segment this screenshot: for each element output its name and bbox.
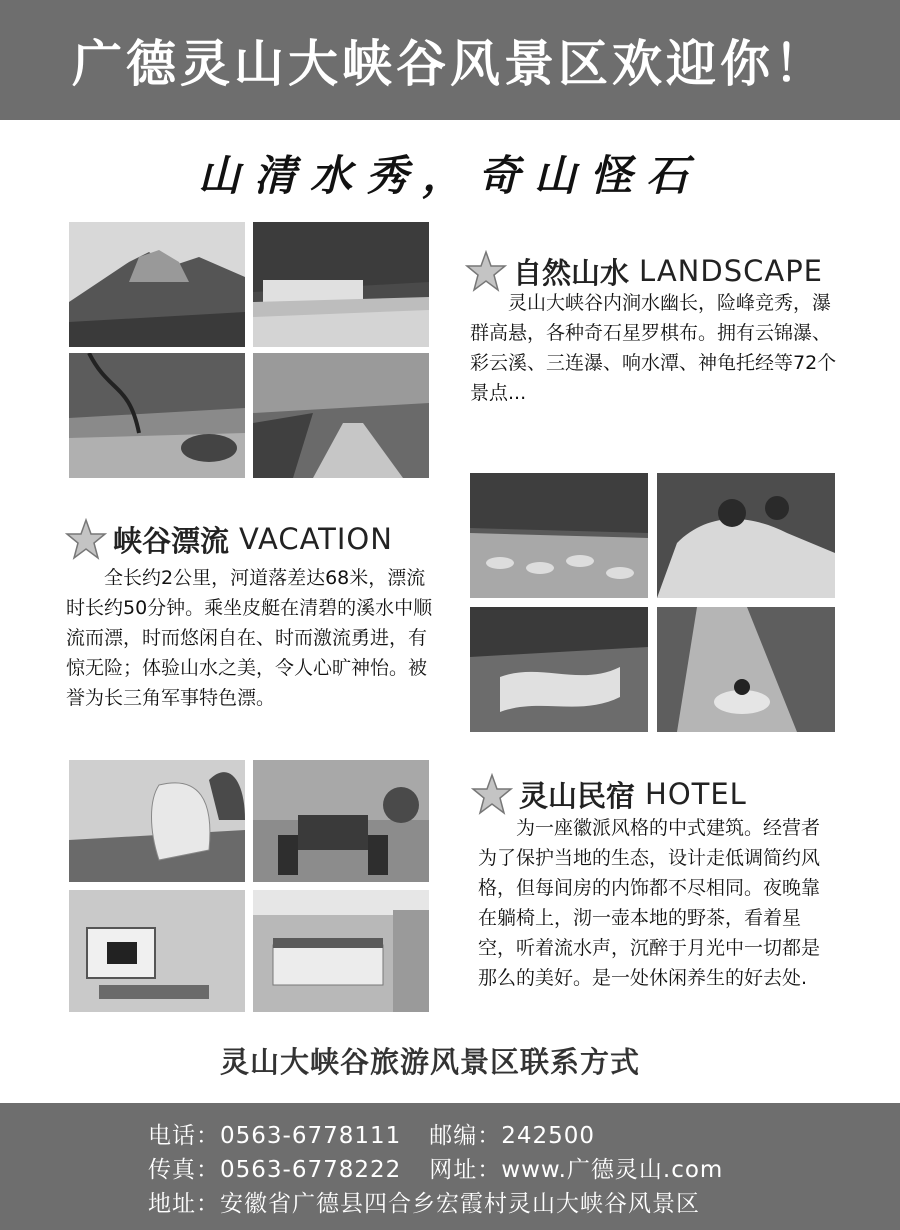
phone-number[interactable]: 0563-6778111 <box>220 1123 402 1149</box>
hotel-photo-livingroom <box>69 890 245 1012</box>
hotel-photo-tearoom <box>253 760 429 882</box>
website-label: 网址： <box>429 1157 502 1183</box>
landscape-title-cn: 自然山水 <box>513 255 630 290</box>
postcode-label: 邮编： <box>429 1123 502 1149</box>
address-label: 地址： <box>148 1191 220 1217</box>
hotel-photo-stone <box>69 760 245 882</box>
rafting-photo-splash <box>657 473 835 598</box>
header-banner <box>0 0 900 120</box>
landscape-description: 灵山大峡谷内涧水幽长，险峰竞秀，瀑群高悬，各种奇石星罗棋布。拥有云锦瀑、彩云溪、三连瀑、响水潭、神龟托经等72个景点... <box>470 292 837 404</box>
contact-line-address <box>148 1185 700 1218</box>
vacation-title-en: VACATION <box>239 522 393 556</box>
slogan: 山清水秀，奇山怪石 <box>197 151 702 200</box>
rafting-photo-crowd <box>470 473 648 598</box>
rafting-photo-channel <box>657 607 835 732</box>
star-icon <box>465 250 507 292</box>
vacation-description: 全长约2公里，河道落差达68米，漂流时长约50分钟。乘坐皮艇在清碧的溪水中顺流而漂，时而悠闲自在、时而激流勇进，有惊无险；体验山水之美，令人心旷神怡。被誉为长三角军事特色漂。 <box>66 567 433 709</box>
hotel-title-cn: 灵山民宿 <box>519 778 636 813</box>
landscape-photo-waterfall <box>253 222 429 347</box>
star-icon <box>65 518 107 560</box>
contact-heading: 灵山大峡谷旅游风景区联系方式 <box>219 1045 640 1079</box>
landscape-title-en: LANDSCAPE <box>639 254 824 288</box>
landscape-photo-stream <box>69 353 245 478</box>
fax-number: 0563-6778222 <box>220 1157 402 1183</box>
fax-label: 传真： <box>148 1157 220 1183</box>
contact-line-fax <box>148 1151 723 1184</box>
landscape-heading <box>465 250 823 292</box>
hotel-description: 为一座徽派风格的中式建筑。经营者为了保护当地的生态，设计走低调简约风格，但每间房的内饰都不尽相同。夜晚靠在躺椅上，沏一壶本地的野茶，看着星空，听着流水声，沉醉于月光中一切都是那么的美好。是一处休闲养生的好去处. <box>478 817 821 989</box>
rafting-photo-rapids <box>470 607 648 732</box>
website-link[interactable]: www.广德灵山.com <box>501 1157 724 1183</box>
address-value: 安徽省广德县四合乡宏霞村灵山大峡谷风景区 <box>220 1191 700 1217</box>
phone-label: 电话： <box>148 1123 220 1149</box>
hotel-photo-bedroom <box>253 890 429 1012</box>
vacation-title-cn: 峡谷漂流 <box>113 523 230 558</box>
landscape-photo-rocks <box>69 222 245 347</box>
vacation-heading <box>65 518 393 560</box>
page-title: 广德灵山大峡谷风景区欢迎你！ <box>72 35 828 93</box>
postcode-value: 242500 <box>501 1123 596 1149</box>
landscape-photo-path <box>253 353 429 478</box>
hotel-title-en: HOTEL <box>645 777 747 811</box>
contact-line-phone <box>148 1117 595 1150</box>
star-icon <box>471 773 513 815</box>
hotel-heading <box>471 773 747 815</box>
